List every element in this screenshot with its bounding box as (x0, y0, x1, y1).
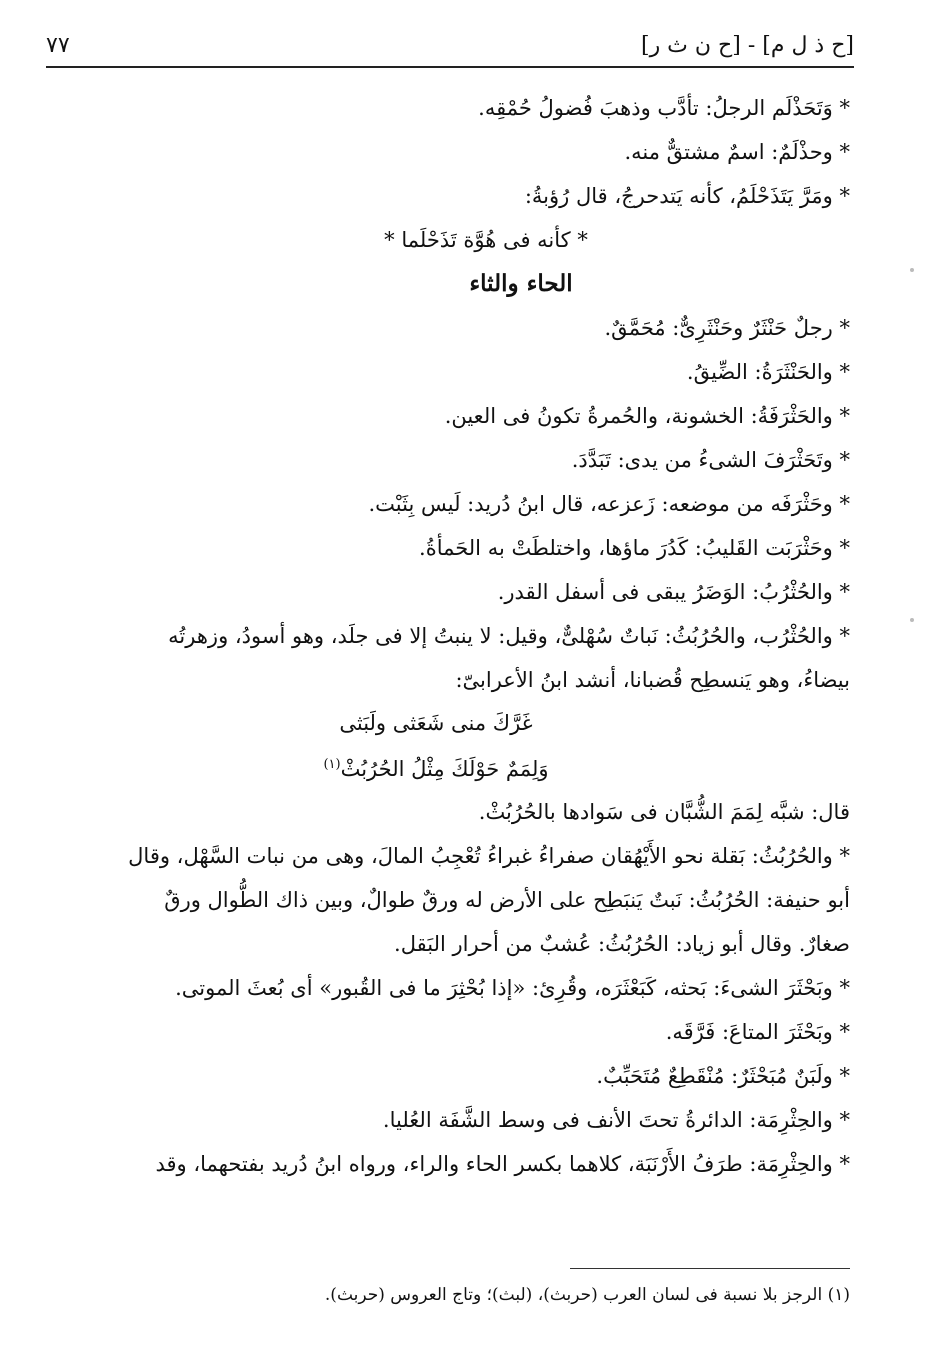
text-line: * والحُثْرُب، والحُرُبُثُ: نَباتٌ سُهْلىٌّ، وقيل: لا ينبتُ إلا فى جلَد، وهو أسودُ، وزهرتُه (168, 624, 850, 648)
running-title: [ح ذ ل م] - [ح ن ث ر] (640, 32, 854, 58)
text-line: * وحذْلَمٌ: اسمٌ مشتقٌّ منه. (624, 140, 850, 164)
footnote-rule (570, 1268, 850, 1269)
text-line: * رجلٌ حَنْثَرٌ وحَنْثَرِىٌّ: مُحَمَّقٌ. (604, 316, 850, 340)
text-line: بيضاءُ، وهو يَنسطِح قُضبانا، أنشد ابنُ الأعرابىّ: (455, 668, 850, 692)
text-line: * وَتَحَذْلَم الرجلُ: تأدَّب وذهبَ فُضولُ حُمْقِه. (478, 96, 850, 120)
text-line: * والحَثْرَفَةُ: الخشونة، والحُمرةُ تكونُ فى العين. (444, 404, 850, 428)
page-body (82, 86, 850, 1186)
text-line: * وحَثْرَبَت القَليبُ: كَدُرَ ماؤها، واختلطَتْ به الحَمأةُ. (419, 536, 850, 560)
header-rule (46, 66, 854, 68)
page-number: ٧٧ (46, 32, 70, 58)
text-line: * والحُثْرُبُ: الوَضَرُ يبقى فى أسفل القدر. (497, 580, 850, 604)
text-line: قال: شبَّه لِمَمَ الشُّبَّان فى سَوادها بالحُرُبُثْ. (478, 800, 850, 824)
text-line: * وحَثْرَفَه من موضعه: زَعزعه، قال ابنُ دُريد: لَيس بِثَبْت. (368, 492, 850, 516)
poem (82, 702, 850, 790)
footnote: (١) الرجز بلا نسبة فى لسان العرب (حربث)، (لبث)؛ وتاج العروس (حربث). (324, 1285, 850, 1305)
text-line: * والحِثْرِمَة: طرَفُ الأَرْنَبَة، كلاهما بكسر الحاء والراء، ورواه ابنُ دُريد بفتحهما، وقد (155, 1152, 850, 1176)
poem-line (82, 744, 850, 790)
verse-line: * كأنه فى هُوَّة تَذَحْلَما * (384, 228, 588, 252)
text-line: * والحُرُبُثُ: بَقلة نحو الأَيْهُقان صفراءُ غبراءُ تُعْجِبُ المالَ، وهى من نبات السَّهْل، وقال (128, 844, 850, 868)
section-heading: الحاء والثاء (469, 270, 573, 297)
page-header (46, 28, 854, 62)
poem-line-text: وَلِمَمٌ حَوْلَكَ مِثْلُ الحُرُبُثْ (340, 757, 549, 781)
poem-line: غَرَّكَ منى شَعَثى ولَبَثى (339, 711, 533, 735)
text-line: * ولَبَنٌ مُبَحْثَرٌ: مُنْقَطِعٌ مُتَحَبِّبٌ. (596, 1064, 850, 1088)
text-line: أبو حنيفة: الحُرُبُثُ: نَبتٌ يَنبَطِح على الأرض له ورقٌ طوالٌ، وبين ذاك الطُّوال ورقٌ (164, 888, 850, 912)
text-line: صغارٌ. وقال أبو زياد: الحُرُبُثُ: عُشبٌ من أحرار البَقل. (394, 932, 850, 956)
margin-dot (910, 618, 914, 622)
text-line: * وبَحْثَرَ الشىءَ: بَحثه، كَبَعْثَرَه، وقُرِئ: «إذا بُحْثِرَ ما فى القُبور» أى بُعثَ الموتى. (175, 976, 850, 1000)
text-line: * وتَحَثْرَفَ الشىءُ من يدى: تَبَدَّدَ. (571, 448, 850, 472)
margin-dot (910, 268, 914, 272)
text-line: * وبَحْثَرَ المتاعَ: فَرَّقَه. (665, 1020, 850, 1044)
text-line: * والحِثْرِمَة: الدائرةُ تحتَ الأنف فى وسط الشَّفَة العُليا. (382, 1108, 850, 1132)
footnote-reference: (١) (323, 757, 341, 772)
text-line: * والحَنْثَرَةُ: الضِّيقُ. (686, 360, 850, 384)
text-line: * ومَرَّ يَتَذَحْلَمُ، كأنه يَتدحرجُ، قال رُؤبةُ: (524, 184, 850, 208)
